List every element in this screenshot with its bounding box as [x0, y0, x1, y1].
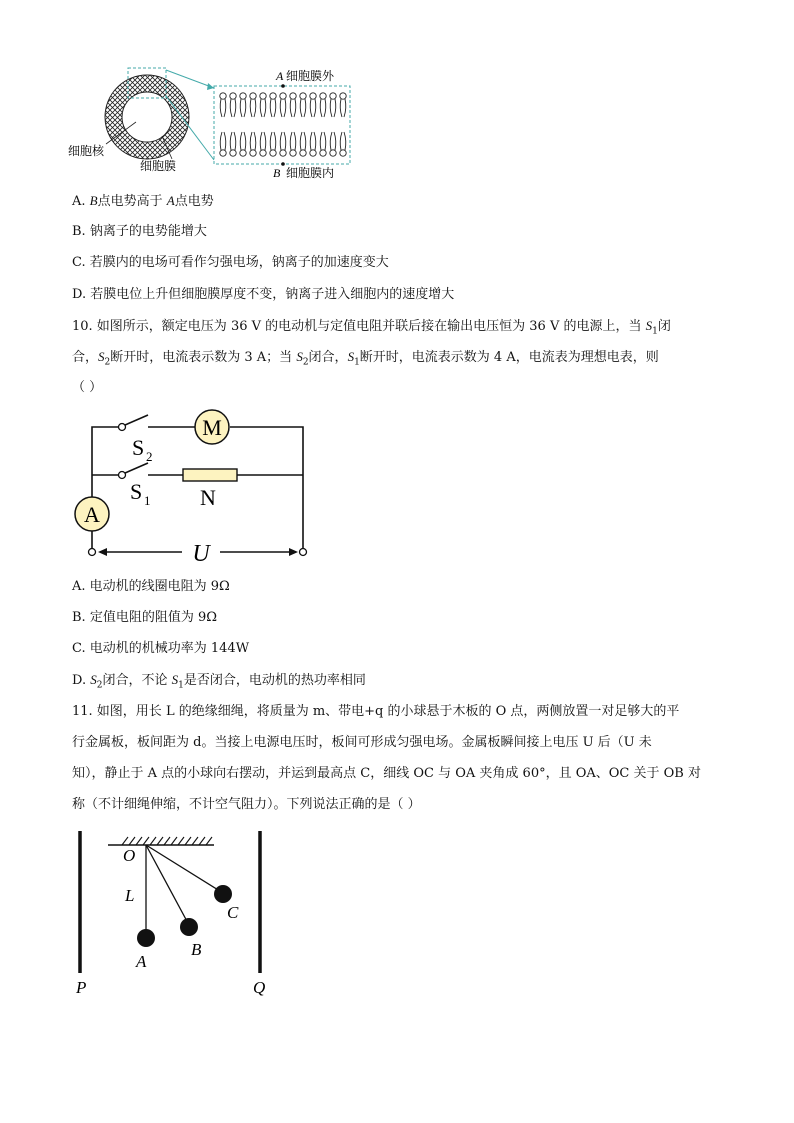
lipid-head: [310, 150, 316, 156]
lipid-tail: [290, 132, 296, 150]
lipid-head: [290, 150, 296, 156]
voltage-label: U: [192, 541, 210, 565]
q10-line2-d: 断开时，电流表示数为 4 A，电流表为理想电表，则: [359, 350, 659, 365]
q10-line1-end: 闭: [657, 319, 671, 334]
ball-c: [214, 885, 232, 903]
lipid-head: [340, 93, 346, 99]
ceiling-hatch: [122, 837, 212, 845]
lipid-tail: [240, 99, 246, 117]
plate-p-label: P: [76, 978, 87, 997]
lipid-tail: [240, 132, 246, 150]
circuit-wires: [92, 427, 303, 548]
lipid-tail: [320, 132, 326, 150]
q10-stem-line2: [72, 348, 659, 372]
point-a-label: A: [136, 952, 147, 971]
lipid-head: [330, 150, 336, 156]
q10-line2-s1: S: [347, 349, 355, 364]
lipid-tail: [280, 132, 286, 150]
q11-pendulum-figure: [70, 825, 290, 1000]
lipid-head: [230, 150, 236, 156]
q11-stem-line2: 行金属板，板间距为 d。当接上电源电压时，板间可形成匀强电场。金属板瞬间接上电压 U 后（U 未: [72, 735, 652, 750]
q9-option-a-a: A: [166, 193, 175, 208]
lipid-head: [270, 93, 276, 99]
q10-circuit-figure: [70, 405, 320, 565]
switch-s2-sub: 2: [146, 449, 153, 464]
lipid-tail: [260, 99, 266, 117]
switch-s2: [119, 415, 149, 431]
ammeter-label: A: [84, 502, 100, 527]
lipid-tail: [330, 132, 336, 150]
hatch-mark: [136, 837, 142, 845]
lipid-tail: [290, 99, 296, 117]
q10-line2-b: 断开时，电流表示数为 3 A；当: [110, 350, 297, 365]
hatch-mark: [150, 837, 156, 845]
terminal-right: [300, 549, 307, 556]
lipid-head: [220, 150, 226, 156]
q10-option-d-prefix: D.: [72, 673, 91, 688]
q10-stem-line1: [72, 317, 671, 341]
q10-line2-sub2: 2: [104, 357, 111, 368]
q11-stem-line1: 11. 如图，用长 L 的绝缘细绳，将质量为 m、带电+q 的小球悬于木板的 O 点，两侧放置一对足够大的平: [72, 704, 680, 719]
q9-option-a-end: 点电势: [174, 194, 214, 209]
lipid-tail: [300, 99, 306, 117]
q10-option-d-s1: S: [171, 672, 179, 687]
lipid-head: [300, 150, 306, 156]
lipid-tail: [220, 99, 226, 117]
lipid-head: [330, 93, 336, 99]
q10-option-d-sub: 2: [96, 680, 103, 691]
string-ob: [146, 845, 189, 925]
resistor-symbol: [183, 469, 237, 481]
q10-line1-sub: 1: [652, 326, 658, 337]
hatch-mark: [192, 837, 198, 845]
string-oc: [146, 845, 223, 893]
lipid-head: [220, 93, 226, 99]
q11-stem-line4: 称（不计细绳伸缩，不计空气阻力）。下列说法正确的是（ ）: [72, 797, 421, 812]
q10-option-d: [72, 671, 366, 695]
hatch-mark: [164, 837, 170, 845]
lipid-head: [280, 150, 286, 156]
label-a: A: [276, 69, 284, 83]
lipid-tail: [220, 132, 226, 150]
q10-line2-s2b: S: [296, 349, 303, 364]
q10-option-d-sub1: 1: [178, 680, 184, 691]
hatch-mark: [143, 837, 149, 845]
lipid-tail: [330, 99, 336, 117]
lipid-tail: [300, 132, 306, 150]
hatch-mark: [185, 837, 191, 845]
cell-ring: [105, 75, 189, 159]
label-b-text: 细胞膜内: [286, 166, 335, 180]
switch-s1-sub: 1: [144, 493, 151, 508]
lipid-head: [310, 93, 316, 99]
q10-option-a: A. 电动机的线圈电阻为 9Ω: [72, 579, 230, 594]
lipid-head: [290, 93, 296, 99]
ball-a: [137, 929, 155, 947]
hatch-mark: [129, 837, 135, 845]
lipid-head: [260, 93, 266, 99]
lipid-tail: [340, 99, 346, 117]
hatch-mark: [157, 837, 163, 845]
q9-option-a: [72, 192, 214, 211]
q10-option-d-mid: 闭合，不论: [102, 673, 172, 688]
lipid-head: [340, 150, 346, 156]
q10-line1-s: S: [645, 318, 653, 333]
label-nucleus: 细胞核: [68, 144, 105, 158]
lipid-layer-inner: [220, 132, 346, 156]
q9-option-d: D. 若膜电位上升但细胞膜厚度不变，钠离子进入细胞内的速度增大: [72, 287, 455, 302]
lipid-tail: [270, 99, 276, 117]
lipid-head: [250, 150, 256, 156]
hatch-mark: [206, 837, 212, 845]
lipid-tail: [260, 132, 266, 150]
ball-b: [180, 918, 198, 936]
q9-option-a-b: B: [89, 193, 98, 208]
terminal-left: [89, 549, 96, 556]
lipid-head: [270, 150, 276, 156]
q9-option-c: C. 若膜内的电场可看作匀强电场，钠离子的加速度变大: [72, 255, 389, 270]
q10-line2-sub2b: 2: [302, 357, 309, 368]
point-a-dot: [281, 84, 285, 88]
lipid-tail: [230, 132, 236, 150]
q10-line2-s2: S: [98, 349, 105, 364]
q10-answer-bracket: （ ）: [72, 380, 103, 395]
q9-option-a-mid: 点电势高于: [97, 194, 163, 209]
cell-membrane-figure: [60, 60, 360, 185]
hatch-mark: [199, 837, 205, 845]
q9-option-a-prefix: A.: [72, 194, 86, 209]
point-b-dot: [281, 162, 285, 166]
q10-line2-sub1: 1: [354, 357, 360, 368]
lipid-tail: [280, 99, 286, 117]
q10-option-c: C. 电动机的机械功率为 144W: [72, 641, 250, 656]
lipid-head: [230, 93, 236, 99]
lipid-head: [320, 93, 326, 99]
hatch-mark: [178, 837, 184, 845]
q10-option-b: B. 定值电阻的阻值为 9Ω: [72, 610, 217, 625]
q10-line2-c: 闭合，: [308, 350, 348, 365]
switch-s2-label: S: [132, 435, 145, 460]
lipid-tail: [250, 132, 256, 150]
lipid-head: [240, 150, 246, 156]
switch-s1: [119, 463, 149, 479]
lipid-head: [250, 93, 256, 99]
switch-s1-label: S: [130, 479, 143, 504]
lipid-tail: [270, 132, 276, 150]
hatch-mark: [122, 837, 128, 845]
lipid-tail: [340, 132, 346, 150]
q10-option-d-end: 是否闭合，电动机的热功率相同: [183, 673, 366, 688]
length-l-label: L: [125, 886, 135, 905]
point-b-label: B: [191, 940, 202, 959]
lipid-head: [240, 93, 246, 99]
lipid-tail: [320, 99, 326, 117]
lipid-tail: [310, 132, 316, 150]
zoom-arrow-head: [207, 83, 214, 90]
point-o-label: O: [123, 846, 136, 865]
resistor-label: N: [200, 485, 216, 510]
point-c-label: C: [227, 903, 239, 922]
lipid-head: [320, 150, 326, 156]
label-membrane: 细胞膜: [140, 159, 177, 173]
label-a-text: 细胞膜外: [286, 69, 335, 83]
q10-line1-text: 10. 如图所示，额定电压为 36 V 的电动机与定值电阻并联后接在输出电压恒为 36 V 的电源上，当: [72, 319, 646, 334]
lipid-tail: [250, 99, 256, 117]
plate-q-label: Q: [253, 978, 266, 997]
q10-line2-a: 合，: [72, 350, 99, 365]
q11-stem-line3: 知），静止于 A 点的小球向右摆动，并运到最高点 C，细线 OC 与 OA 夹角成 60°，且 OA、OC 关于 OB 对: [72, 766, 701, 781]
lipid-head: [280, 93, 286, 99]
lipid-head: [300, 93, 306, 99]
lipid-tail: [230, 99, 236, 117]
hatch-mark: [171, 837, 177, 845]
motor-label: M: [202, 415, 222, 440]
lipid-head: [260, 150, 266, 156]
q10-option-d-s: S: [90, 672, 97, 687]
lipid-tail: [310, 99, 316, 117]
label-b: B: [273, 166, 281, 180]
lipid-layer-outer: [220, 93, 346, 117]
q9-option-b: B. 钠离子的电势能增大: [72, 224, 207, 239]
